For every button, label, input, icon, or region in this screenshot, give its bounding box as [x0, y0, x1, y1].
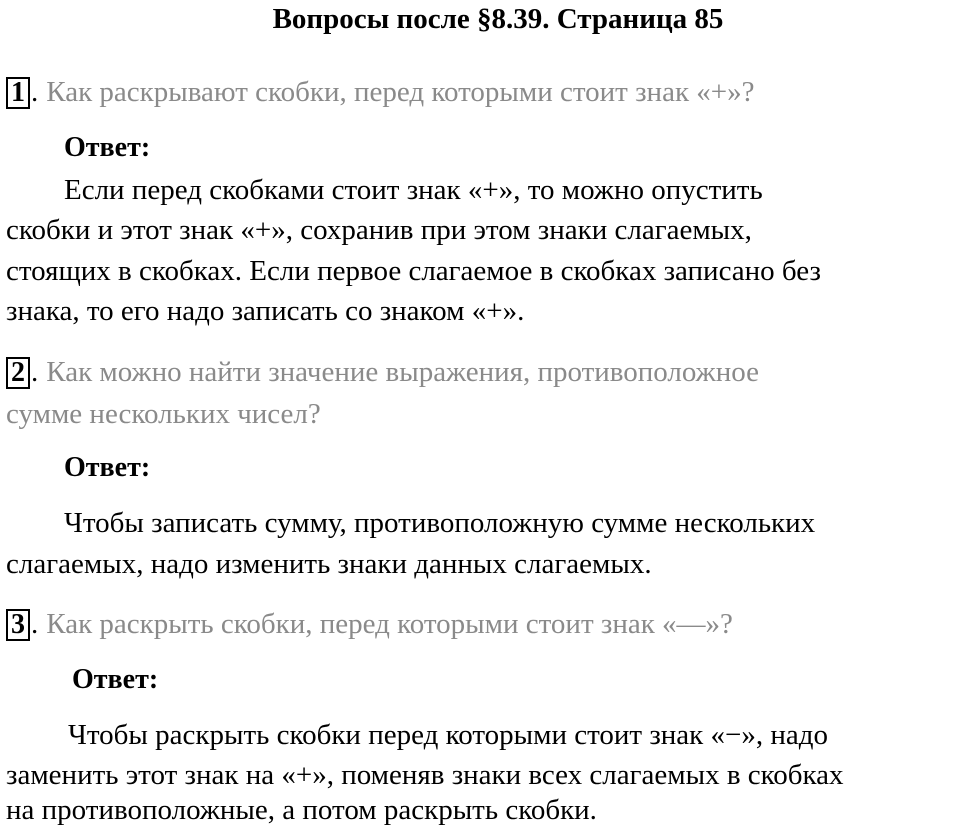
question-number-box: 3: [6, 609, 30, 641]
question-number-box: 2: [6, 357, 30, 389]
question-text: Как раскрыть скобки, перед которыми стоит знак «—»?: [46, 608, 733, 640]
answer-line: слагаемых, надо изменить знаки данных слагаемых.: [6, 548, 652, 580]
question-1: [6, 72, 755, 112]
answer-line: заменить этот знак на «+», поменяв знаки всех слагаемых в скобках: [6, 759, 844, 791]
question-number-dot: .: [31, 608, 39, 640]
question-3: [6, 604, 733, 644]
answer-label: Ответ:: [64, 452, 151, 483]
question-text: Как можно найти значение выражения, противоположное: [46, 356, 759, 388]
answer-line: Чтобы записать сумму, противоположную сумме нескольких: [64, 507, 816, 539]
question-number-box: 1: [6, 77, 30, 109]
question-text-continued: сумме нескольких чисел?: [6, 398, 321, 430]
answer-line: знака, то его надо записать со знаком «+».: [6, 295, 525, 327]
answer-line: на противоположные, а потом раскрыть скобки.: [6, 794, 597, 826]
answer-line: стоящих в скобках. Если первое слагаемое в скобках записано без: [6, 255, 821, 287]
question-2: [6, 352, 759, 392]
answer-label: Ответ:: [72, 664, 159, 695]
answer-line: Если перед скобками стоит знак «+», то можно опустить: [64, 174, 763, 206]
answer-line: Чтобы раскрыть скобки перед которыми стоит знак «−», надо: [68, 719, 829, 751]
question-number-dot: .: [31, 76, 39, 108]
answer-label: Ответ:: [64, 132, 151, 163]
answer-line: скобки и этот знак «+», сохранив при этом знаки слагаемых,: [6, 214, 752, 246]
question-number-dot: .: [31, 356, 39, 388]
question-text: Как раскрывают скобки, перед которыми стоит знак «+»?: [46, 76, 755, 108]
page-title: Вопросы после §8.39. Страница 85: [272, 3, 724, 35]
